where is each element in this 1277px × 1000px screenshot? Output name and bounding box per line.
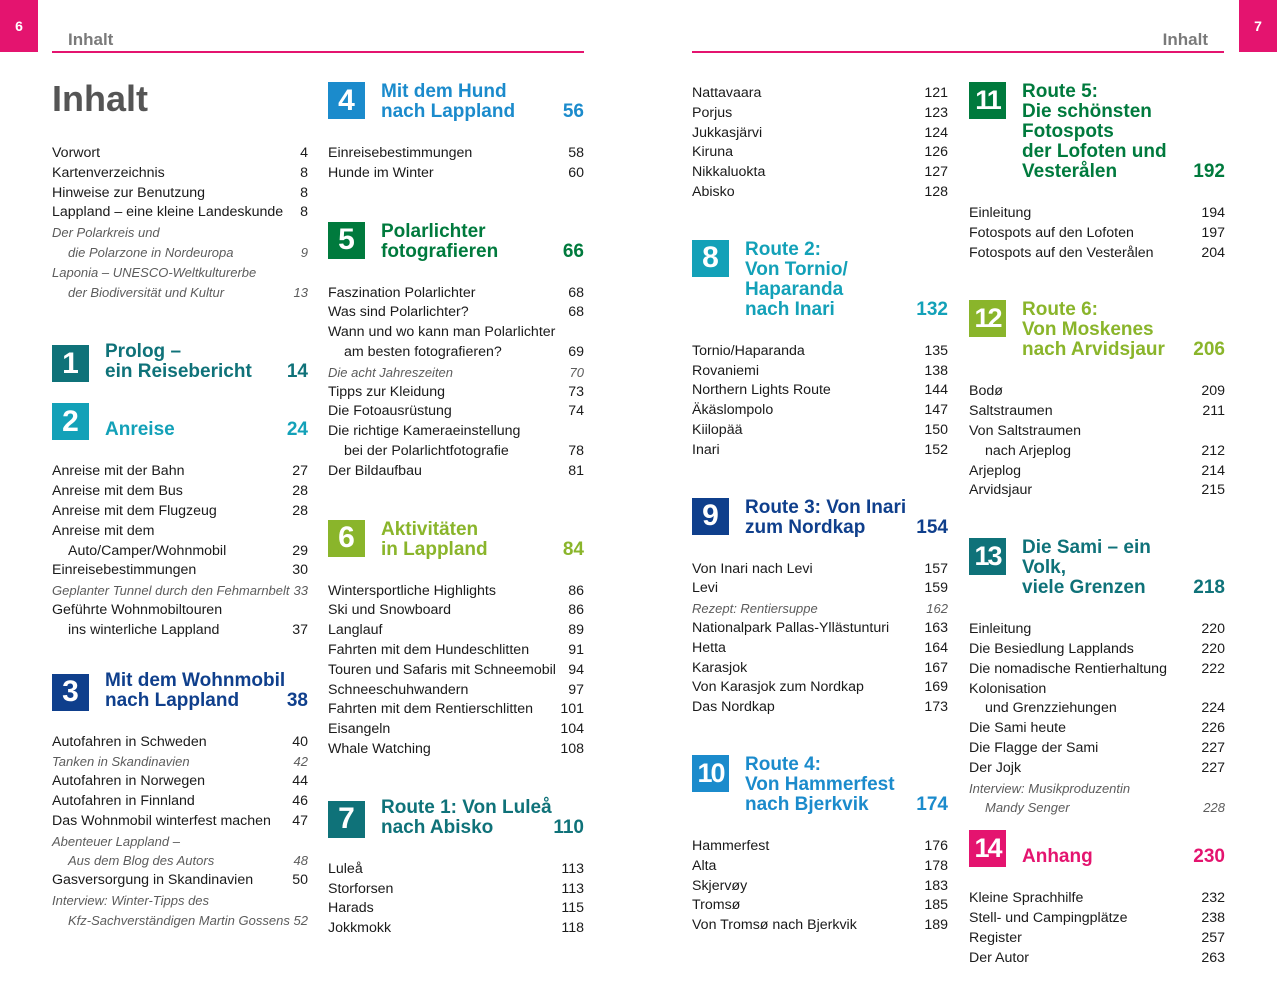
chapter-2-heading[interactable] xyxy=(52,403,308,440)
toc-entry-aside[interactable]: Interview: Musikproduzentin xyxy=(969,780,1131,796)
chapter-10-entries xyxy=(692,837,948,936)
page-number-left: 6 xyxy=(0,0,38,52)
toc-entry[interactable]: Lappland – eine kleine Landeskunde 8 xyxy=(52,204,308,221)
toc-entry[interactable]: Kolonisation xyxy=(969,680,1047,697)
toc-entry[interactable]: Anreise mit der Bahn 27 xyxy=(52,463,308,480)
chapter-number-badge: 13 xyxy=(969,538,1006,575)
toc-column-a xyxy=(52,144,308,931)
header-rule-right xyxy=(692,51,1224,53)
toc-entry[interactable]: Der Jojk 227 xyxy=(969,759,1225,776)
chapter-number-badge: 2 xyxy=(52,403,89,440)
toc-entry[interactable]: Karasjok 167 xyxy=(692,659,948,676)
toc-entry[interactable]: Northern Lights Route 144 xyxy=(692,382,948,399)
chapter-page: 206 xyxy=(1193,339,1225,361)
toc-entry[interactable]: Faszination Polarlichter 68 xyxy=(328,284,584,301)
toc-column-c xyxy=(692,84,948,936)
chapter-6-heading[interactable] xyxy=(328,520,584,560)
chapter-title: Anhang xyxy=(1022,846,1093,868)
toc-entry[interactable]: Ski und Snowboard 86 xyxy=(328,602,584,619)
toc-entry[interactable]: Hinweise zur Benutzung 8 xyxy=(52,184,308,201)
left-page xyxy=(0,0,638,1000)
chapter-3-heading[interactable] xyxy=(52,671,308,711)
toc-entry[interactable]: Inari 152 xyxy=(692,441,948,458)
page-number-right: 7 xyxy=(1239,0,1277,52)
toc-entry[interactable]: Die Flagge der Sami 227 xyxy=(969,739,1225,756)
toc-entry[interactable]: Das Wohnmobil winterfest machen 47 xyxy=(52,812,308,829)
toc-column-b xyxy=(328,82,584,939)
toc-entry[interactable]: Tipps zur Kleidung 73 xyxy=(328,383,584,400)
toc-entry-aside[interactable]: die Polarzone in Nordeuropa 9 xyxy=(68,244,308,260)
running-head-left: Inhalt xyxy=(68,30,114,49)
chapter-number-badge: 11 xyxy=(969,82,1006,119)
toc-entry[interactable]: Fahrten mit dem Hundeschlitten 91 xyxy=(328,641,584,658)
chapter-page: 218 xyxy=(1193,577,1225,599)
toc-entry[interactable]: Abisko 128 xyxy=(692,183,948,200)
toc-entry[interactable]: Von Tromsø nach Bjerkvik 189 xyxy=(692,917,948,934)
toc-column-d xyxy=(969,82,1225,968)
toc-entry[interactable]: Anreise mit dem Flugzeug 28 xyxy=(52,502,308,519)
chapter-page: 84 xyxy=(562,538,584,560)
header-rule-left xyxy=(52,51,584,53)
toc-entry[interactable]: Jukkasjärvi 124 xyxy=(692,124,948,141)
toc-entry[interactable]: Porjus 123 xyxy=(692,104,948,121)
toc-entry[interactable]: Von Inari nach Levi 157 xyxy=(692,560,948,577)
chapter-1-heading[interactable] xyxy=(52,342,308,382)
toc-entry[interactable]: Einreisebestimmungen 30 xyxy=(52,562,308,579)
toc-entry-aside[interactable]: der Biodiversität und Kultur 13 xyxy=(68,284,308,300)
chapter-page: 132 xyxy=(916,298,948,320)
toc-entry-aside[interactable]: Kfz-Sachverständigen Martin Gossens 52 xyxy=(68,912,308,928)
chapter-title: Mit dem Wohnmobil nach Lappland xyxy=(105,669,286,711)
toc-entry-aside[interactable]: Laponia – UNESCO-Weltkulturerbe xyxy=(52,264,257,280)
toc-entry[interactable]: am besten fotografieren? 69 xyxy=(344,343,584,360)
toc-entry[interactable]: Rovaniemi 138 xyxy=(692,362,948,379)
toc-entry[interactable]: Luleå 113 xyxy=(328,860,584,877)
toc-entry[interactable]: Die nomadische Rentierhaltung 222 xyxy=(969,660,1225,677)
toc-entry[interactable]: Anreise mit dem Bus 28 xyxy=(52,483,308,500)
chapter-4-heading[interactable] xyxy=(328,82,584,122)
toc-entry-aside[interactable]: Aus dem Blog des Autors 48 xyxy=(68,853,308,869)
toc-entry[interactable]: Das Nordkap 173 xyxy=(692,699,948,716)
chapter-number-badge: 14 xyxy=(969,830,1006,867)
toc-entry[interactable]: Tornio/Haparanda 135 xyxy=(692,342,948,359)
toc-entry[interactable]: Gasversorgung in Skandinavien 50 xyxy=(52,872,308,889)
chapter-8-heading[interactable] xyxy=(692,240,948,320)
chapter-13-entries xyxy=(969,620,1225,818)
running-head-right: Inhalt xyxy=(1162,30,1208,49)
chapter-title: Route 4: Von Hammerfest nach Bjerkvik xyxy=(745,753,895,815)
toc-entry[interactable]: Wann und wo kann man Polarlichter xyxy=(328,324,556,341)
toc-entry[interactable]: Stell- und Campingplätze 238 xyxy=(969,909,1225,926)
chapter-9-entries xyxy=(692,560,948,718)
toc-entry[interactable]: Die Sami heute 226 xyxy=(969,720,1225,737)
chapter-7-heading[interactable] xyxy=(328,798,584,838)
toc-entry[interactable]: Kleine Sprachhilfe 232 xyxy=(969,890,1225,907)
toc-entry[interactable]: Der Bildaufbau 81 xyxy=(328,462,584,479)
toc-entry[interactable]: Kiruna 126 xyxy=(692,144,948,161)
chapter-5-heading[interactable] xyxy=(328,222,584,262)
toc-entry[interactable]: Hunde im Winter 60 xyxy=(328,164,584,181)
chapter-13-heading[interactable] xyxy=(969,538,1225,598)
toc-entry[interactable]: Fahrten mit dem Rentierschlitten 101 xyxy=(328,701,584,718)
toc-entry[interactable]: Nattavaara 121 xyxy=(692,85,948,101)
toc-entry[interactable]: Langlauf 89 xyxy=(328,622,584,639)
chapter-3-entries xyxy=(52,733,308,931)
chapter-8-entries xyxy=(692,342,948,461)
chapter-page: 38 xyxy=(286,689,308,711)
toc-entry[interactable]: Wintersportliche Highlights 86 xyxy=(328,582,584,599)
chapter-page: 192 xyxy=(1193,161,1225,182)
toc-entry[interactable]: Bodø 209 xyxy=(969,383,1225,400)
chapter-10-heading[interactable] xyxy=(692,755,948,815)
chapter-11-entries xyxy=(969,204,1225,263)
toc-entry[interactable]: Was sind Polarlichter? 68 xyxy=(328,304,584,321)
chapter-title: Route 3: Von Inari zum Nordkap xyxy=(745,496,907,538)
chapter-title: Route 1: Von Luleå nach Abisko xyxy=(381,796,552,838)
toc-entry-aside[interactable]: Geplanter Tunnel durch den Fehmarnbelt 33 xyxy=(52,583,308,599)
toc-entry-aside[interactable]: Mandy Senger 228 xyxy=(985,800,1225,816)
chapter-2-entries xyxy=(52,462,308,640)
chapter-page: 154 xyxy=(916,516,948,538)
chapter-6-entries xyxy=(328,582,584,760)
chapter-page: 230 xyxy=(1193,846,1225,868)
toc-entry[interactable]: Saltstraumen 211 xyxy=(969,403,1225,420)
toc-entry[interactable]: Von Saltstraumen xyxy=(969,422,1081,439)
toc-entry[interactable]: Hammerfest 176 xyxy=(692,837,948,854)
chapter-title: Prolog – ein Reisebericht xyxy=(105,341,252,383)
chapter-number-badge: 7 xyxy=(328,801,365,838)
page-title: Inhalt xyxy=(52,78,148,119)
toc-entry-aside[interactable]: Der Polarkreis und xyxy=(52,225,160,241)
chapter-number-badge: 1 xyxy=(52,345,89,382)
toc-entry[interactable]: nach Arjeplog 212 xyxy=(985,442,1225,459)
chapter-9-heading[interactable] xyxy=(692,498,948,538)
toc-entry[interactable]: Die richtige Kameraeinstellung xyxy=(328,423,521,440)
right-page xyxy=(639,0,1277,1000)
chapter-number-badge: 9 xyxy=(692,498,729,535)
toc-entry[interactable]: ins winterliche Lappland 37 xyxy=(68,621,308,638)
toc-entry[interactable]: Kartenverzeichnis 8 xyxy=(52,164,308,181)
toc-entry[interactable]: Touren und Safaris mit Schneemobil 94 xyxy=(328,661,584,678)
toc-entry[interactable]: und Grenzziehungen 224 xyxy=(985,700,1225,717)
toc-entry[interactable]: Whale Watching 108 xyxy=(328,740,584,757)
toc-entry[interactable]: Arjeplog 214 xyxy=(969,462,1225,479)
toc-entry-aside[interactable]: Tanken in Skandinavien 42 xyxy=(52,754,308,770)
chapter-number-badge: 12 xyxy=(969,300,1006,337)
chapter-page: 110 xyxy=(553,816,584,838)
chapter-title: Anreise xyxy=(105,419,175,441)
chapter-page: 24 xyxy=(286,419,308,441)
front-matter-list xyxy=(52,144,308,302)
chapter-number-badge: 5 xyxy=(328,222,365,259)
toc-entry[interactable]: Einreisebestimmungen 58 xyxy=(328,145,584,161)
toc-entry[interactable]: Jokkmokk 118 xyxy=(328,920,584,937)
toc-entry[interactable]: Auto/Camper/Wohnmobil 29 xyxy=(68,542,308,559)
toc-entry[interactable]: Storforsen 113 xyxy=(328,880,584,897)
toc-entry[interactable]: Nikkaluokta 127 xyxy=(692,164,948,181)
chapter-page: 66 xyxy=(562,240,584,262)
chapter-number-badge: 10 xyxy=(692,755,729,792)
chapter-4-entries xyxy=(328,144,584,184)
toc-entry[interactable]: Die Besiedlung Lapplands 220 xyxy=(969,640,1225,657)
chapter-page: 174 xyxy=(916,793,948,815)
toc-entry[interactable]: Fotospots auf den Vesterålen 204 xyxy=(969,244,1225,261)
chapter-12-entries xyxy=(969,382,1225,501)
toc-entry-aside[interactable]: Die acht Jahreszeiten 70 xyxy=(328,364,584,380)
toc-entry[interactable]: Register 257 xyxy=(969,929,1225,946)
toc-entry[interactable]: Geführte Wohnmobiltouren xyxy=(52,601,223,618)
toc-entry[interactable]: Fotospots auf den Lofoten 197 xyxy=(969,224,1225,241)
toc-entry-aside[interactable]: Abenteuer Lappland – xyxy=(52,833,180,849)
toc-entry-aside[interactable]: Rezept: Rentiersuppe 162 xyxy=(692,601,948,617)
toc-entry[interactable]: Levi 159 xyxy=(692,580,948,597)
toc-entry[interactable]: Nationalpark Pallas-Yllästunturi 163 xyxy=(692,619,948,636)
chapter-14-entries xyxy=(969,889,1225,968)
toc-entry[interactable]: Arvidsjaur 215 xyxy=(969,482,1225,499)
chapter-title: Polarlichter fotografieren xyxy=(381,220,499,262)
toc-entry[interactable]: Die Fotoausrüstung 74 xyxy=(328,403,584,420)
chapter-number-badge: 6 xyxy=(328,520,365,557)
toc-entry[interactable]: Tromsø 185 xyxy=(692,897,948,914)
chapter-number-badge: 3 xyxy=(52,674,89,711)
toc-entry[interactable]: Harads 115 xyxy=(328,900,584,917)
chapter-page: 14 xyxy=(286,361,308,383)
chapter-title: Route 5: Die schönsten Fotospots der Lofoten und Vesterålen xyxy=(1022,81,1167,182)
toc-entry[interactable]: Eisangeln 104 xyxy=(328,721,584,738)
chapter-7-continued-entries xyxy=(692,84,948,203)
toc-entry[interactable]: Skjervøy 183 xyxy=(692,877,948,894)
chapter-title: Die Sami – ein Volk, viele Grenzen xyxy=(1022,537,1151,599)
chapter-number-badge: 8 xyxy=(692,240,729,277)
toc-entry[interactable]: Von Karasjok zum Nordkap 169 xyxy=(692,679,948,696)
toc-entry[interactable]: Autofahren in Schweden 40 xyxy=(52,733,308,750)
chapter-5-entries xyxy=(328,284,584,482)
toc-entry[interactable]: Autofahren in Finnland 46 xyxy=(52,792,308,809)
chapter-title: Route 6: Von Moskenes nach Arvidsjaur xyxy=(1022,299,1165,361)
toc-entry[interactable]: Einleitung 194 xyxy=(969,205,1225,221)
chapter-14-heading[interactable] xyxy=(969,830,1225,867)
toc-entry[interactable]: Einleitung 220 xyxy=(969,621,1225,638)
chapter-title: Route 2: Von Tornio/ Haparanda nach Inari xyxy=(745,238,848,320)
chapter-12-heading[interactable] xyxy=(969,300,1225,360)
chapter-7-entries xyxy=(328,860,584,939)
toc-entry[interactable]: Der Autor 263 xyxy=(969,949,1225,966)
toc-entry[interactable]: Hetta 164 xyxy=(692,639,948,656)
chapter-title: Mit dem Hund nach Lappland xyxy=(381,81,516,122)
chapter-title: Aktivitäten in Lappland xyxy=(381,518,488,560)
chapter-page: 56 xyxy=(562,101,584,122)
chapter-11-heading[interactable] xyxy=(969,82,1225,182)
toc-entry[interactable]: Vorwort 4 xyxy=(52,145,308,161)
toc-entry[interactable]: Schneeschuhwandern 97 xyxy=(328,681,584,698)
toc-entry-aside[interactable]: Interview: Winter-Tipps des xyxy=(52,892,210,908)
toc-entry[interactable]: Äkäslompolo 147 xyxy=(692,402,948,419)
chapter-number-badge: 4 xyxy=(328,82,365,119)
toc-entry[interactable]: bei der Polarlichtfotografie 78 xyxy=(344,442,584,459)
toc-entry[interactable]: Alta 178 xyxy=(692,857,948,874)
toc-entry[interactable]: Autofahren in Norwegen 44 xyxy=(52,773,308,790)
toc-entry[interactable]: Kiilopää 150 xyxy=(692,421,948,438)
toc-entry[interactable]: Anreise mit dem xyxy=(52,522,155,539)
